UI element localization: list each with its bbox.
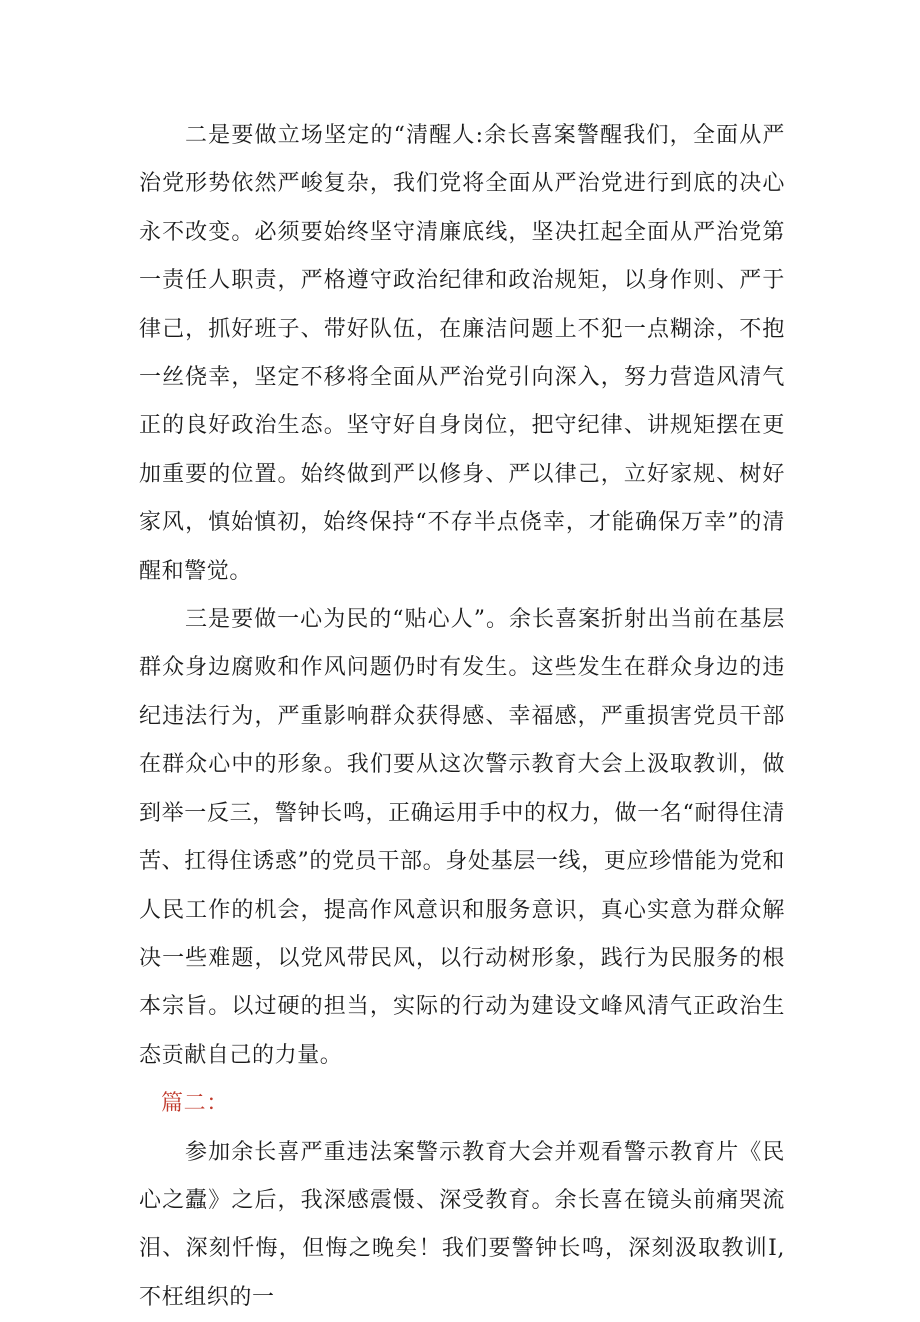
- paragraph-two: 二是要做立场坚定的“清醒人:余长喜案警醒我们，全面从严治党形势依然严峻复杂，我们党将全面从严治党进行到底的决心永不改变。必须要始终坚守清廉底线，坚决扛起全面从严治党第一责任人职责，严格遵守政治纪律和政治规矩，以身作则、严于律己，抓好班子、带好队伍，在廉洁问题上不犯一点糊涂，不抱一丝侥幸，坚定不移将全面从严治党引向深入，努力营造风清气正的良好政治生态。坚守好自身岗位，把守纪律、讲规矩摆在更加重要的位置。始终做到严以修身、严以律己，立好家规、树好家风，慎始慎初，始终保持“不存半点侥幸，才能确保万幸”的清醒和警觉。: [139, 123, 785, 584]
- paragraph-three: 三是要做一心为民的“贴心人”。余长喜案折射出当前在基层群众身边腐败和作风问题仍时有发生。这些发生在群众身边的违纪违法行为，严重影响群众获得感、幸福感，严重损害党员干部在群众心中的形象。我们要从这次警示教育大会上汲取教训，做到举一反三，警钟长鸣，正确运用手中的权力，做一名“耐得住清苦、扛得住诱惑”的党员干部。身处基层一线，更应珍惜能为党和人民工作的机会，提高作风意识和服务意识，真心实意为群众解决一些难题，以党风带民风，以行动树形象，践行为民服务的根本宗旨。以过硬的担当，实际的行动为建设文峰风清气正政治生态贡献自己的力量。: [139, 607, 785, 1068]
- section-heading: 篇二：: [161, 1091, 229, 1117]
- document-body: [139, 112, 785, 1322]
- section-paragraph: 参加余长喜严重违法案警示教育大会并观看警示教育片《民心之蠹》之后，我深感震慑、深受教育。余长喜在镜头前痛哭流泪、深刻忏悔，但悔之晚矣！我们要警钟长鸣，深刻汲取教训I,不枉组织的一: [139, 1139, 785, 1310]
